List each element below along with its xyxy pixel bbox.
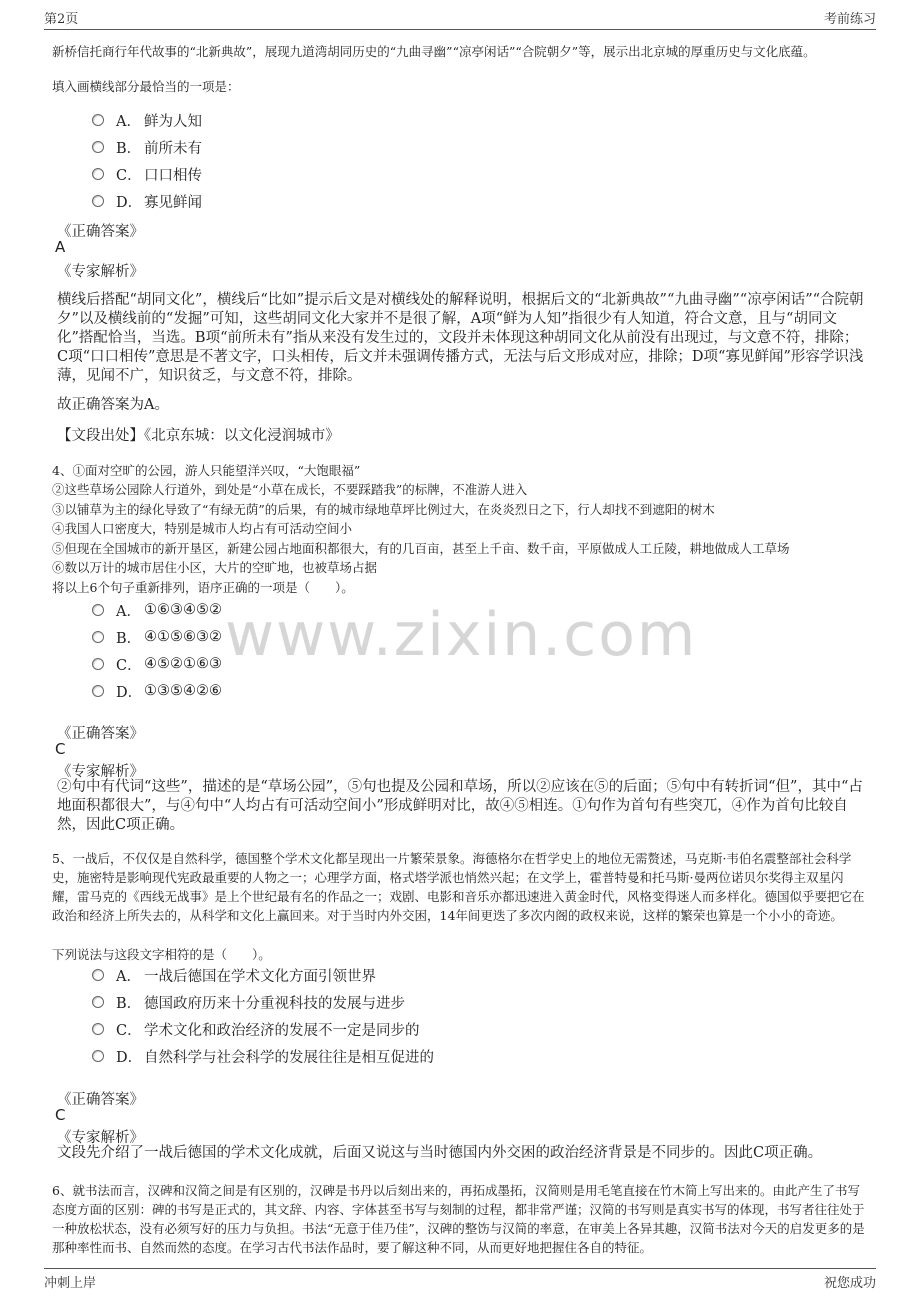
q5-option-c[interactable]: C． 学术文化和政治经济的发展不一定是同步的 — [92, 1019, 420, 1039]
q4-option-a[interactable]: A． ①⑥③④⑤② — [92, 600, 222, 620]
q4-analysis-label: 《专家解析》 — [57, 764, 144, 780]
q5-answer-label: 《正确答案》 — [57, 1092, 144, 1108]
q3-option-d[interactable]: D． 寡见鲜闻 — [92, 191, 202, 211]
q3-answer-label: 《正确答案》 — [57, 224, 144, 240]
radio-icon[interactable] — [92, 658, 104, 670]
q6-stem: 6、就书法而言，汉碑和汉简之间是有区别的，汉碑是书丹以后刻出来的，再拓成墨拓，汉简则是用毛笔直接在竹木简上写出来的。由此产生了书写态度方面的区别：碑的书写是正式的，其文辞、内容、字体甚至书写与刻制的过程，都非常严谨；汉简的书写则是真实书写的体现，书写者往往处于一种放松状态，没有必须写好的压力与负担。书法“无意于佳乃佳”，汉碑的整饬与汉简的率意，在审美上各异其趣，汉简书法对今天的启发更多的是那种率性而书、自然而然的态度。在学习古代书法作品时，要了解这种不同，从而更好地把握住各自的特征。 — [52, 1183, 865, 1255]
q5-analysis: 文段先介绍了一战后德国的学术文化成就，后面又说这与当时德国内外交困的政治经济背景是不同步的。因此C项正确。 — [57, 1145, 823, 1161]
q3-conclusion: 故正确答案为A。 — [57, 397, 169, 413]
q4-analysis: ②句中有代词“这些”，描述的是“草场公园”，⑤句也提及公园和草场，所以②应该在⑤的后面；⑤句中有转折词“但”，其中“占地面积都很大”，与④句中“人均占有可活动空间小”形成鲜明对比，故④⑤相连。①句作为首句有些突兀，④作为首句比较自然，因此C项正确。 — [57, 779, 863, 833]
q4-line-2: ②这些草场公园除人行道外，到处是“小草在成长，不要踩踏我”的标牌，不准游人进入 — [52, 482, 528, 497]
radio-icon[interactable] — [92, 1023, 104, 1035]
q3-answer: A — [55, 238, 66, 256]
q4-line-4: ④我国人口密度大，特别是城市人均占有可活动空间小 — [52, 521, 353, 536]
radio-icon[interactable] — [92, 996, 104, 1008]
radio-icon[interactable] — [92, 114, 104, 126]
header-divider — [44, 29, 876, 30]
q3-option-c[interactable]: C． 口口相传 — [92, 164, 202, 184]
q3-analysis-label: 《专家解析》 — [57, 264, 144, 280]
radio-icon[interactable] — [92, 604, 104, 616]
watermark-text: www.zixin.com — [225, 600, 698, 670]
radio-icon[interactable] — [92, 685, 104, 697]
q5-option-d[interactable]: D． 自然科学与社会科学的发展往往是相互促进的 — [92, 1046, 434, 1066]
radio-icon[interactable] — [92, 969, 104, 981]
header-page-number: 第2页 — [44, 12, 79, 27]
q3-analysis: 横线后搭配“胡同文化”，横线后“比如”提示后文是对横线处的解释说明，根据后文的“北新典故”“九曲寻幽”“凉亭闲话”“合院朝夕”以及横线前的“发掘”可知，这些胡同文化大家并不是很了解，A项“鲜为人知”指很少有人知道，符合文意，且与“胡同文化”搭配恰当，当选。B项“前所未有”指从来没有发生过的，文段并未体现这种胡同文化从前没有出现过，与文意不符，排除；C项“口口相传”意思是不著文字，口头相传，后文并未强调传播方式，无法与后文形成对应，排除；D项“寡见鲜闻”形容学识浅薄，见闻不广，知识贫乏，与文意不符，排除。 — [57, 292, 864, 384]
radio-icon[interactable] — [92, 631, 104, 643]
radio-icon[interactable] — [92, 141, 104, 153]
q4-prompt: 将以上6个句子重新排列，语序正确的一项是（ ）。 — [52, 580, 354, 595]
q3-passage-tail: 新桥信托商行年代故事的“北新典故”，展现九道湾胡同历史的“九曲寻幽”“凉亭闲话”“合院朝夕”等，展示出北京城的厚重历史与文化底蕴。 — [52, 44, 816, 59]
radio-icon[interactable] — [92, 168, 104, 180]
footer-right-text: 祝您成功 — [823, 1276, 876, 1291]
q4-option-b[interactable]: B． ④①⑤⑥③② — [92, 627, 222, 647]
q3-option-b[interactable]: B． 前所未有 — [92, 137, 202, 157]
q4-answer: C — [55, 740, 66, 758]
q4-line-3: ③以铺草为主的绿化导致了“有绿无荫”的后果，有的城市绿地草坪比例过大，在炎炎烈日之下，行人却找不到遮阳的树木 — [52, 502, 715, 517]
q5-stem: 5、一战后，不仅仅是自然科学，德国整个学术文化都呈现出一片繁荣景象。海德格尔在哲学史上的地位无需赘述，马克斯·韦伯名震整部社会科学史，施密特是影响现代宪政最重要的人物之一；心理学方面，格式塔学派也悄然兴起；在文学上，霍普特曼和托马斯·曼两位诺贝尔奖得主双星闪耀，雷马克的《西线无战事》是上个世纪最有名的作品之一；戏剧、电影和音乐亦都迅速进入黄金时代，风格变得迷人而多样化。德国似乎要把它在政治和经济上所失去的，从科学和文化上赢回来。对于当时内外交困，14年间更迭了多次内阁的政权来说，这样的繁荣也算是一个小小的奇迹。 — [52, 851, 865, 923]
q4-answer-label: 《正确答案》 — [57, 726, 144, 742]
q5-analysis-label: 《专家解析》 — [57, 1130, 144, 1146]
radio-icon[interactable] — [92, 1050, 104, 1062]
q4-option-c[interactable]: C． ④⑤②①⑥③ — [92, 654, 222, 674]
radio-icon[interactable] — [92, 195, 104, 207]
q4-line-6: ⑥数以万计的城市居住小区，大片的空旷地，也被草场占据 — [52, 560, 378, 575]
q5-option-b[interactable]: B． 德国政府历来十分重视科技的发展与进步 — [92, 992, 405, 1012]
q4-option-d[interactable]: D． ①③⑤④②⑥ — [92, 681, 222, 701]
q3-option-a[interactable]: A． 鲜为人知 — [92, 110, 202, 130]
q4-line-5: ⑤但现在全国城市的新开垦区，新建公园占地面积都很大，有的几百亩，甚至上千亩、数千亩，平原做成人工丘陵，耕地做成人工草场 — [52, 541, 790, 556]
q4-line-1: 4、①面对空旷的公园，游人只能望洋兴叹，“大饱眼福” — [52, 463, 361, 478]
footer-divider — [44, 1268, 876, 1269]
footer-left-text: 冲刺上岸 — [44, 1276, 97, 1291]
q3-source: 【文段出处】《北京东城：以文化浸润城市》 — [57, 428, 340, 444]
q5-option-a[interactable]: A． 一战后德国在学术文化方面引领世界 — [92, 965, 376, 985]
q5-answer: C — [55, 1106, 66, 1124]
header-title: 考前练习 — [823, 12, 876, 27]
q3-prompt: 填入画横线部分最恰当的一项是： — [52, 79, 240, 94]
q5-prompt: 下列说法与这段文字相符的是（ ）。 — [52, 947, 271, 962]
